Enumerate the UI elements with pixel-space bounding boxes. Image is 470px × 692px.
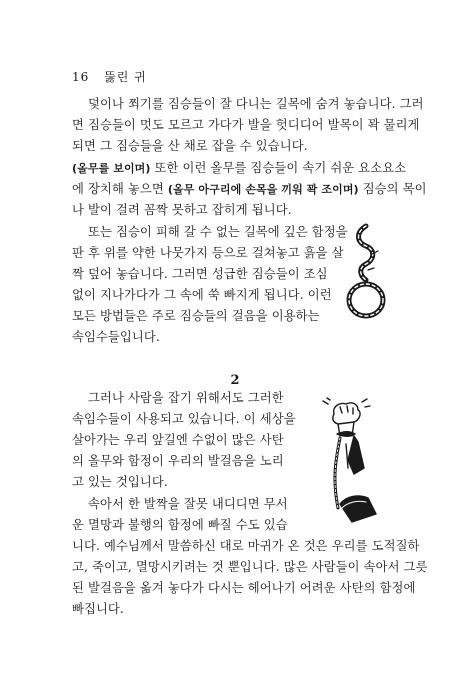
paragraph-4-line-1: 그러나 사람을 잡기 위해서도 그러한 (88, 391, 284, 405)
section-number: 2 (230, 373, 240, 388)
stage-direction: (올무를 보이며) (72, 162, 151, 175)
paragraph-2-line-1 (72, 161, 410, 176)
paragraph-3-line-4: 없이 지나가다가 그 속에 쑥 빠지게 됩니다. 이런 (72, 288, 332, 302)
hand-in-snare-illustration (318, 398, 398, 530)
paragraph-5-line-1: 속아서 한 발짝을 잘못 내디디면 무서 (88, 497, 288, 511)
paragraph-3-line-6: 속임수들입니다. (72, 330, 160, 344)
paragraph-2-text: 에 장치해 놓으면 (72, 182, 168, 196)
paragraph-4-line-2: 속임수들이 사용되고 있습니다. 이 세상을 (72, 412, 296, 426)
paragraph-3-line-5: 모든 방법들은 주로 짐승들의 걸음을 이용하는 (72, 309, 320, 323)
paragraph-2-text: 짐승의 목이 (358, 182, 427, 196)
paragraph-5-line-3: 니다. 예수님께서 말씀하신 대로 마귀가 온 것은 우리를 도적질하 (72, 539, 420, 553)
paragraph-3-line-3: 짝 덮어 놓습니다. 그러면 성급한 짐승들이 조심 (72, 267, 328, 281)
running-title: 뚫린 귀 (104, 70, 147, 84)
paragraph-4-line-4: 의 올무와 함정이 우리의 발걸음을 노리 (72, 454, 284, 468)
paragraph-2-line-2 (72, 182, 427, 197)
noose-illustration (342, 224, 396, 324)
paragraph-5-line-5: 된 발걸음을 옮겨 놓다가 다시는 헤어나기 어려운 사탄의 함정에 (72, 581, 416, 595)
paragraph-5-line-4: 고, 죽이고, 멸망시키려는 것 뿐입니다. 많은 사람들이 속아서 그릇 (72, 560, 428, 574)
paragraph-2-text: 또한 이런 올무를 짐승들이 속기 쉬운 요소요소 (150, 161, 407, 175)
paragraph-4-line-3: 살아가는 우리 앞길엔 수없이 많은 사탄 (72, 433, 284, 447)
paragraph-4-line-5: 고 있는 것입니다. (72, 475, 168, 489)
page-number: 16 (72, 70, 90, 84)
paragraph-3-line-2: 판 후 위를 약한 나뭇가지 등으로 걸쳐놓고 흙을 살 (72, 246, 344, 260)
stage-direction: (올무 아구리에 손목을 끼워 꽉 조이며) (167, 183, 359, 196)
page-header (72, 68, 147, 85)
paragraph-2-line-3: 나 발이 걸려 꼼짝 못하고 잡히게 됩니다. (72, 203, 292, 217)
paragraph-3-line-1: 또는 짐승이 피해 갈 수 없는 길목에 깊은 함정을 (88, 225, 348, 239)
paragraph-1-line-1: 덫이나 쬐기를 짐승들이 잘 다니는 길목에 숨겨 놓습니다. 그러 (88, 97, 424, 111)
paragraph-5-line-2: 운 멸망과 불행의 함정에 빠질 수도 있습 (72, 518, 288, 532)
paragraph-5-line-6: 빠집니다. (72, 602, 124, 616)
paragraph-1-line-3: 되면 그 짐승들을 산 채로 잡을 수 있습니다. (72, 139, 308, 153)
paragraph-1-line-2: 면 짐승들이 멋도 모르고 가다가 발을 헛디디어 발목이 꽉 물리게 (72, 118, 420, 132)
